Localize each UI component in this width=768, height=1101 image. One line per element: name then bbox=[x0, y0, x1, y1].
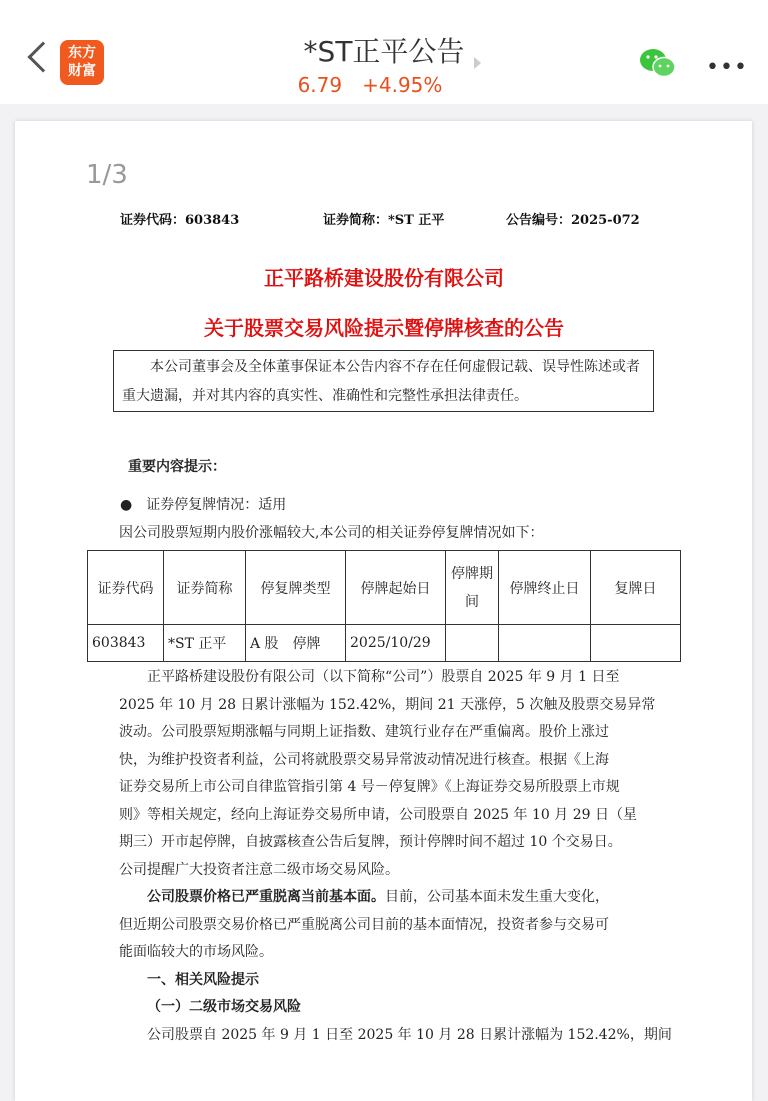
security-name: 证券简称：*ST 正平 bbox=[323, 213, 445, 228]
th: 停牌起始日 bbox=[346, 551, 446, 625]
text-line: 证券交易所上市公司自律监管指引第 4 号－停复牌》《上海证券交易所股票上市规 bbox=[119, 779, 620, 795]
th: 证券简称 bbox=[164, 551, 246, 625]
td: A 股 停牌 bbox=[246, 625, 346, 662]
td: *ST 正平 bbox=[164, 625, 246, 662]
logo-line2: 财富 bbox=[68, 63, 96, 79]
text-line: 则》等相关规定，经向上海证券交易所申请，公司股票自 2025 年 10 月 29 日（星 bbox=[119, 806, 637, 823]
text: 目前，公司基本面未发生重大变化， bbox=[385, 889, 609, 905]
subsection-heading: （一）二级市场交易风险 bbox=[147, 999, 301, 1015]
suspension-table bbox=[87, 550, 681, 662]
bold-text: 公司股票价格已严重脱离当前基本面。 bbox=[147, 889, 385, 905]
text-line: 期三）开市起停牌，自披露核查公告后复牌，预计停牌时间不超过 10 个交易日。 bbox=[119, 834, 622, 850]
bullet-text: 证券停复牌情况：适用 bbox=[146, 497, 287, 513]
page-indicator: 1/3 bbox=[86, 160, 128, 190]
company-name: 正平路桥建设股份有限公司 bbox=[264, 266, 504, 290]
td: 603843 bbox=[88, 625, 164, 662]
text-line: 公司股票自 2025 年 9 月 1 日至 2025 年 10 月 28 日累计涨幅为 152.42%，期间 bbox=[147, 1026, 672, 1043]
announcement-title: 关于股票交易风险提示暨停牌核查的公告 bbox=[204, 316, 564, 340]
page-title: *ST正平公告 bbox=[303, 35, 465, 68]
expand-arrow-icon[interactable] bbox=[474, 57, 481, 69]
th: 停复牌类型 bbox=[246, 551, 346, 625]
announcement-body bbox=[119, 664, 672, 1049]
th: 停牌终止日 bbox=[499, 551, 591, 625]
security-code: 证券代码：603843 bbox=[120, 213, 240, 228]
td bbox=[499, 625, 591, 662]
more-icon[interactable]: ••• bbox=[706, 55, 748, 80]
text-line: 波动。公司股票短期涨幅与同期上证指数、建筑行业存在严重偏离。股价上涨过 bbox=[119, 724, 609, 740]
table-row bbox=[88, 625, 681, 662]
td bbox=[446, 625, 499, 662]
important-heading: 重要内容提示： bbox=[128, 459, 226, 475]
th: 复牌日 bbox=[591, 551, 681, 625]
text-line: 但近期公司股票交易价格已严重脱离公司目前的基本面情况，投资者参与交易可 bbox=[119, 916, 609, 933]
table-header-row bbox=[88, 551, 681, 625]
text-line: 正平路桥建设股份有限公司（以下简称“公司”）股票自 2025 年 9 月 1 日至 bbox=[119, 669, 620, 685]
announcement-number: 公告编号：2025-072 bbox=[506, 213, 640, 228]
td: 2025/10/29 bbox=[346, 625, 446, 662]
text-line: 2025 年 10 月 28 日累计涨幅为 152.42%，期间 21 天涨停，5 次触及股票交易异常 bbox=[119, 696, 656, 713]
text-line: 快，为维护投资者利益，公司将就股票交易异常波动情况进行核查。根据《上海 bbox=[119, 751, 609, 768]
section-heading: 一、相关风险提示 bbox=[147, 971, 259, 988]
logo-line1: 东方 bbox=[68, 45, 96, 61]
board-statement: 本公司董事会及全体董事保证本公告内容不存在任何虚假记载、误导性陈述或者重大遗漏，并对其内容的真实性、准确性和完整性承担法律责任。 bbox=[113, 350, 654, 412]
wechat-share-icon[interactable] bbox=[638, 46, 678, 80]
text-line: 能面临较大的市场风险。 bbox=[119, 944, 273, 960]
td bbox=[591, 625, 681, 662]
change-percent: +4.95% bbox=[362, 73, 443, 97]
th: 停牌期间 bbox=[446, 551, 499, 625]
text-line bbox=[119, 884, 659, 912]
th: 证券代码 bbox=[88, 551, 164, 625]
price: 6.79 bbox=[297, 73, 343, 97]
bullet-item: ● 证券停复牌情况：适用 bbox=[120, 497, 287, 513]
top-bar bbox=[0, 0, 768, 104]
text-line: 公司提醒广大投资者注意二级市场交易风险。 bbox=[119, 861, 399, 878]
table-intro: 因公司股票短期内股价涨幅较大,本公司的相关证券停复牌情况如下： bbox=[119, 525, 544, 541]
quote bbox=[0, 73, 740, 97]
